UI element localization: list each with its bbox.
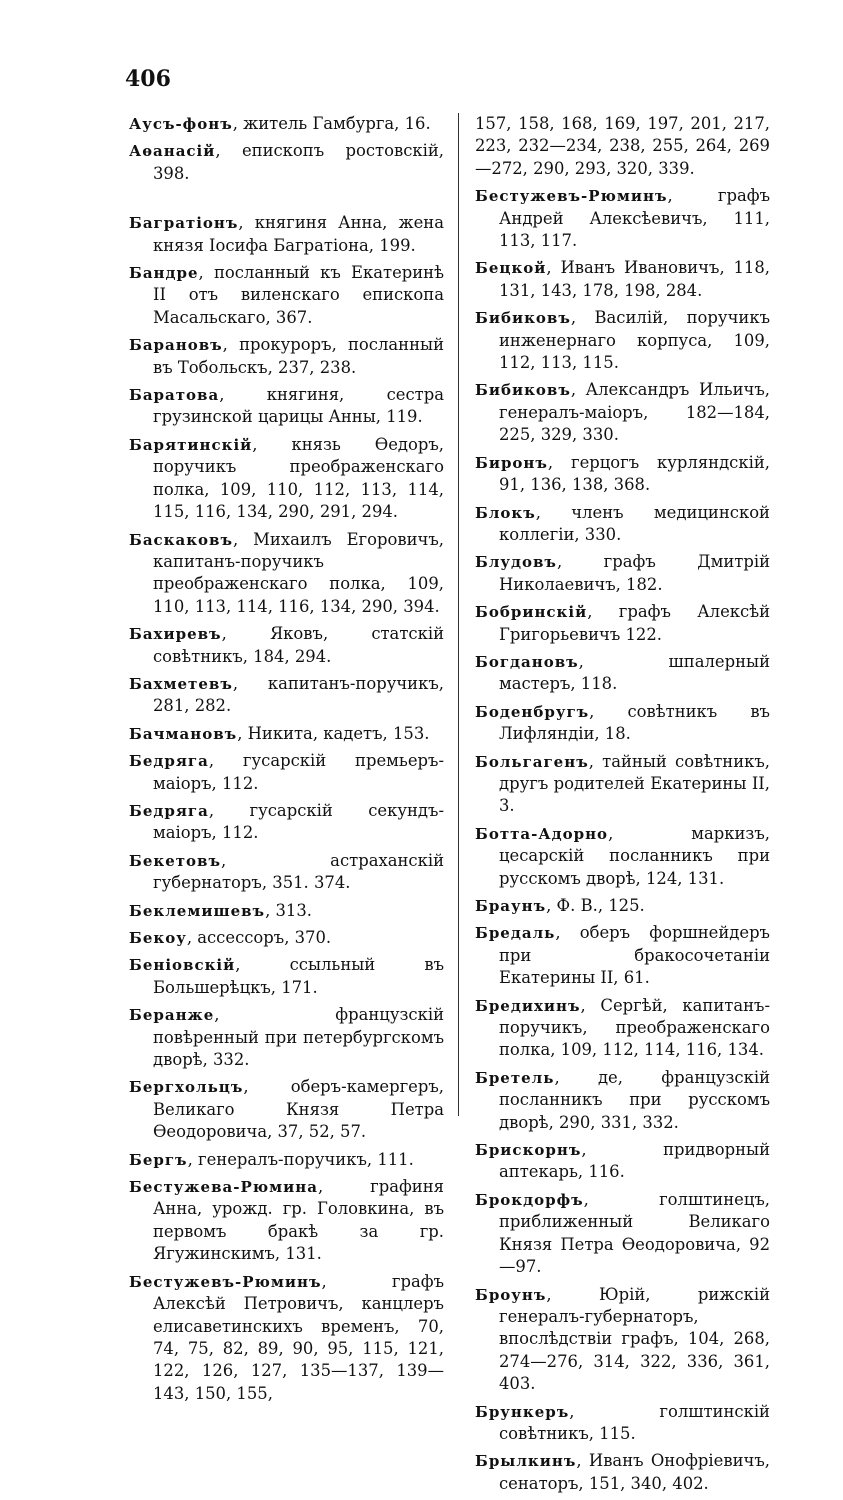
entry-text: , ссыльный въ Большерѣцкъ, 171.: [153, 955, 444, 997]
index-entry: [475, 1189, 770, 1279]
entry-text: , голштинецъ, приближенный Великаго Князя Петра Ѳеодоровича, 92—97.: [499, 1189, 770, 1277]
index-entry: [129, 800, 444, 845]
entry-headword: Бергъ: [129, 1150, 188, 1169]
entry-text: , маркизъ, цесарскій посланникъ при русскомъ дворѣ, 124, 131.: [499, 823, 770, 888]
entry-headword: Брокдорфъ: [475, 1190, 584, 1209]
index-entry: [475, 995, 770, 1062]
entry-text: , ассессоръ, 370.: [186, 928, 332, 947]
entry-text: , Яковъ, статскій совѣтникъ, 184, 294.: [153, 624, 444, 666]
entry-text: , оберъ-камергеръ, Великаго Князя Петра Ѳеодоровича, 37, 52, 57.: [153, 1077, 444, 1142]
index-entry: [475, 651, 770, 696]
entry-headword: Бекетовъ: [129, 851, 221, 870]
index-entry: [129, 954, 444, 999]
entry-text: , Михаилъ Егоровичъ, капитанъ-поручикъ преображенскаго полка, 109, 110, 113, 114, 116, 134, 290, 394.: [153, 529, 444, 616]
entry-headword: Барятинскій: [129, 435, 253, 454]
entry-headword: Бредаль: [475, 924, 556, 943]
index-entry: [475, 701, 770, 746]
index-entry: [129, 212, 444, 257]
entry-text: , французскій повѣренный при петербургскомъ дворѣ, 332.: [153, 1005, 444, 1070]
entry-text: , Александръ Ильичъ, генералъ-маіоръ, 182—184, 225, 329, 330.: [499, 380, 770, 445]
index-entry: [129, 850, 444, 895]
right-column: [475, 113, 770, 1500]
entry-headword: Биронъ: [475, 453, 548, 472]
entry-text: , посланный къ Екатеринѣ II отъ виленскаго епископа Масальскаго, 367.: [153, 263, 444, 327]
entry-text: , графъ Андрей Алексѣевичъ, 111, 113, 117.: [499, 186, 770, 251]
index-entry: [475, 185, 770, 252]
entry-text: , графъ Алексѣй Петровичъ, канцлеръ елисаветинскихъ временъ, 70, 74, 75, 82, 89, 90, 95, 115, 121, 122, 126, 127, 135—137, 139—143, 150, 155,: [153, 1271, 444, 1403]
index-entry: [129, 113, 444, 135]
entry-headword: Баратова: [129, 386, 220, 405]
index-entry: [129, 1271, 444, 1405]
index-entry: [129, 1176, 444, 1266]
entry-text: , графъ Дмитрій Николаевичъ, 182.: [499, 552, 770, 594]
entry-headword: Боденбругъ: [475, 702, 590, 721]
index-entry: [129, 623, 444, 668]
entry-headword: Бредихинъ: [475, 996, 581, 1015]
left-column: [129, 113, 444, 1410]
entry-text: , придворный аптекарь, 116.: [499, 1140, 770, 1182]
index-entry: [129, 723, 444, 745]
entry-text: , епископъ ростовскій, 398.: [153, 141, 444, 183]
index-entry: [475, 823, 770, 890]
entry-headword: Броунъ: [475, 1285, 547, 1304]
entry-headword: Бибиковъ: [475, 381, 571, 400]
index-entry: [129, 140, 444, 185]
entry-headword: Бахиревъ: [129, 625, 222, 644]
index-entry: [129, 334, 444, 379]
entry-text: , гусарскій секундъ-маіоръ, 112.: [153, 800, 444, 843]
entry-headword: Баскаковъ: [129, 530, 233, 549]
index-entry: [129, 673, 444, 718]
index-entry: [475, 307, 770, 374]
column-divider: [458, 113, 459, 1116]
index-entry: [475, 257, 770, 302]
entry-text: , генералъ-поручикъ, 111.: [187, 1149, 414, 1169]
entry-headword: Бахметевъ: [129, 674, 233, 693]
index-entry: [129, 529, 444, 619]
index-entry: [475, 1284, 770, 1396]
entry-text: 157, 158, 168, 169, 197, 201, 217, 223, 232—234, 238, 255, 264, 269—272, 290, 293, 320, 339.: [475, 114, 770, 178]
entry-text: , Сергѣй, капитанъ-поручикъ, преображенскаго полка, 109, 112, 114, 116, 134.: [499, 995, 770, 1060]
entry-text: , шпалерный мастеръ, 118.: [499, 651, 770, 694]
entry-text: , графъ Алексѣй Григорьевичъ 122.: [499, 602, 770, 644]
index-entry: [475, 1450, 770, 1495]
entry-text: , членъ медицинской коллегіи, 330.: [499, 502, 770, 544]
index-entry: [475, 502, 770, 547]
index-entry: [475, 1139, 770, 1184]
entry-text: , княгиня, сестра грузинской царицы Анны, 119.: [153, 385, 444, 427]
index-entry: [475, 895, 770, 917]
entry-headword: Бестужевъ-Рюминъ: [129, 1272, 322, 1291]
entry-headword: Ботта-Адорно: [475, 824, 609, 843]
entry-text: , Иванъ Ивановичъ, 118, 131, 143, 178, 198, 284.: [499, 258, 770, 300]
entry-text: , гусарскій премьеръ-маіоръ, 112.: [153, 751, 444, 793]
index-entry: [129, 1076, 444, 1143]
index-entry-continuation: [475, 113, 770, 180]
entry-text: , тайный совѣтникъ, другъ родителей Екатерины II, 3.: [499, 751, 770, 816]
section-gap: [129, 190, 444, 212]
entry-headword: Багратіонъ: [129, 214, 239, 233]
entry-text: , Василій, поручикъ инженернаго корпуса, 109, 112, 113, 115.: [499, 308, 770, 373]
entry-text: , княгиня Анна, жена князя Іосифа Багратіона, 199.: [153, 213, 444, 255]
entry-headword: Бестужева-Рюмина: [129, 1178, 318, 1197]
index-entry: [475, 1067, 770, 1134]
entry-text: , прокуроръ, посланный въ Тобольскъ, 237, 238.: [153, 335, 444, 377]
index-entry: [475, 1401, 770, 1446]
entry-text: , князь Ѳедоръ, поручикъ преображенскаго полка, 109, 110, 112, 113, 114, 115, 116, 134, 290, 291, 294.: [153, 434, 444, 522]
entry-text: , Никита, кадетъ, 153.: [237, 723, 430, 743]
entry-headword: Бецкой: [475, 259, 547, 278]
index-entry: [129, 750, 444, 795]
entry-headword: Бедряга: [129, 752, 209, 771]
entry-text: , житель Гамбурга, 16.: [232, 114, 431, 133]
entry-headword: Бачмановъ: [129, 724, 238, 743]
entry-headword: Бибиковъ: [475, 309, 571, 328]
entry-text: , Ф. В., 125.: [546, 896, 645, 915]
index-entry: [129, 1149, 444, 1171]
entry-headword: Беніовскій: [129, 956, 236, 975]
index-entry: [475, 551, 770, 596]
index-entry: [129, 434, 444, 524]
index-entry: [475, 452, 770, 497]
entry-headword: Блокъ: [475, 503, 536, 522]
entry-headword: Бекоу: [129, 929, 187, 947]
entry-text: , герцогъ курляндскій, 91, 136, 138, 368.: [499, 452, 770, 495]
page-number: 406: [125, 66, 171, 92]
entry-headword: Бергхольцъ: [129, 1078, 244, 1097]
index-entry: [129, 384, 444, 429]
entry-headword: Бестужевъ-Рюминъ: [475, 187, 668, 206]
entry-text: , графиня Анна, урожд. гр. Головкина, въ первомъ бракѣ за гр. Ягужинскимъ, 131.: [153, 1177, 444, 1264]
entry-text: , астраханскій губернаторъ, 351. 374.: [153, 850, 444, 893]
entry-text: , голштинскій совѣтникъ, 115.: [499, 1401, 770, 1443]
entry-headword: Бедряга: [129, 801, 209, 820]
index-entry: [129, 262, 444, 329]
index-entry: [475, 751, 770, 818]
entry-headword: Бобринскій: [475, 603, 588, 622]
entry-headword: Беранже: [129, 1006, 215, 1025]
entry-text: , Юрій, рижскій генералъ-губернаторъ, впослѣдствіи графъ, 104, 268, 274—276, 314, 322, 336, 361, 403.: [499, 1284, 770, 1394]
entry-headword: Аѳанасій: [129, 142, 216, 161]
entry-headword: Брункеръ: [475, 1402, 570, 1421]
entry-headword: Бретель: [475, 1068, 555, 1087]
entry-headword: Больгагенъ: [475, 752, 589, 771]
entry-headword: Брылкинъ: [475, 1452, 577, 1471]
index-entry: [475, 922, 770, 989]
entry-headword: Беклемишевъ: [129, 901, 266, 920]
entry-text: , 313.: [265, 900, 312, 920]
index-entry: [475, 601, 770, 646]
entry-headword: Аусъ-фонъ: [129, 115, 233, 133]
entry-text: , де, французскій посланникъ при русскомъ дворѣ, 290, 331, 332.: [499, 1067, 770, 1132]
index-entry: [129, 1004, 444, 1071]
entry-headword: Барановъ: [129, 336, 223, 355]
entry-text: , Иванъ Онофріевичъ, сенаторъ, 151, 340, 402.: [499, 1451, 770, 1493]
entry-headword: Богдановъ: [475, 652, 579, 671]
index-entry: [129, 927, 444, 949]
entry-headword: Блудовъ: [475, 553, 557, 572]
entry-headword: Бандре: [129, 264, 199, 283]
entry-headword: Браунъ: [475, 897, 547, 915]
entry-text: , капитанъ-поручикъ, 281, 282.: [153, 673, 444, 716]
index-entry: [129, 900, 444, 922]
entry-headword: Брискорнъ: [475, 1141, 582, 1160]
index-entry: [475, 379, 770, 446]
entry-text: , оберъ форшнейдеръ при бракосочетаніи Екатерины II, 61.: [499, 923, 770, 988]
entry-text: , совѣтникъ въ Лифляндіи, 18.: [499, 701, 770, 744]
